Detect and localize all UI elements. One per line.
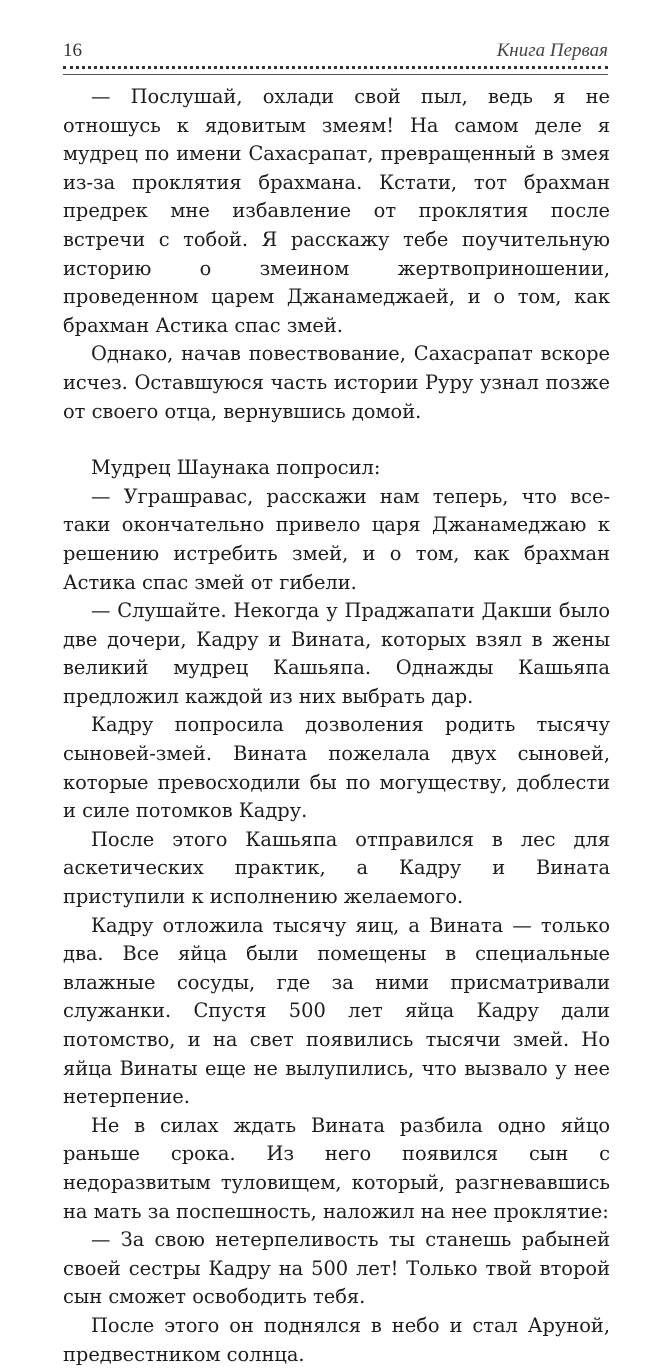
paragraph: Однако, начав повествование, Сахасрапат вскоре исчез. Оставшуюся часть истории Руру узнал позже от своего отца, вернувшись домой. bbox=[63, 342, 610, 423]
paragraph: После этого он поднялся в небо и стал Аруной, предвестником солнца. bbox=[63, 1313, 610, 1366]
paragraph: — За свою нетерпеливость ты станешь рабыней своей сестры Кадру на 500 лет! Только твой второй сын сможет освободить тебя. bbox=[63, 1228, 610, 1309]
paragraph: Мудрец Шаунака попросил: bbox=[91, 456, 381, 480]
page-number: 16 bbox=[63, 40, 82, 61]
body-text bbox=[63, 83, 610, 1369]
paragraph: — Слушайте. Некогда у Праджапати Дакши было две дочери, Кадру и Вината, которых взял в жены великий мудрец Кашьяпа. Однажды Кашьяпа предложил каждой из них выбрать дар. bbox=[63, 599, 610, 708]
header-divider bbox=[63, 66, 608, 75]
paragraph: Кадру отложила тысячу яиц, а Вината — только два. Все яйца были помещены в специальные влажные сосуды, где за ними присматривали служанки. Спустя 500 лет яйца Кадру дали потомство, и на свет появились тысячи змей. Но яйца Винаты еще не вылупились, что вызвало у нее нетерпение. bbox=[63, 913, 610, 1109]
paragraph: — Уграшравас, расскажи нам теперь, что все-таки окончательно привело царя Джанамеджаю к решению истребить змей, и о том, как брахман Астика спас змей от гибели. bbox=[63, 484, 610, 594]
running-title: Книга Первая bbox=[496, 40, 608, 61]
paragraph: Не в силах ждать Вината разбила одно яйцо раньше срока. Из него появился сын с недоразвитым туловищем, который, разгневавшись на мать за поспешность, наложил на нее проклятие: bbox=[63, 1113, 610, 1223]
page-header bbox=[63, 36, 608, 64]
paragraph: — Послушай, охлади свой пыл, ведь я не отношусь к ядовитым змеям! На самом деле я мудрец по имени Сахасрапат, превращенный в змея из-за проклятия брахмана. Кстати, тот брахман предрек мне избавление от проклятия после встречи с тобой. Я расскажу тебе поучительную историю о змеином жертвоприношении, проведенном царем Джанамеджаей, и о том, как брахман Астика спас змей. bbox=[63, 85, 610, 337]
paragraph: Кадру попросила дозволения родить тысячу сыновей-змей. Вината пожелала двух сыновей, которые превосходили бы по могуществу, доблести и силе потомков Кадру. bbox=[63, 713, 610, 823]
paragraph: После этого Кашьяпа отправился в лес для аскетических практик, а Кадру и Вината приступили к исполнению желаемого. bbox=[63, 827, 610, 909]
